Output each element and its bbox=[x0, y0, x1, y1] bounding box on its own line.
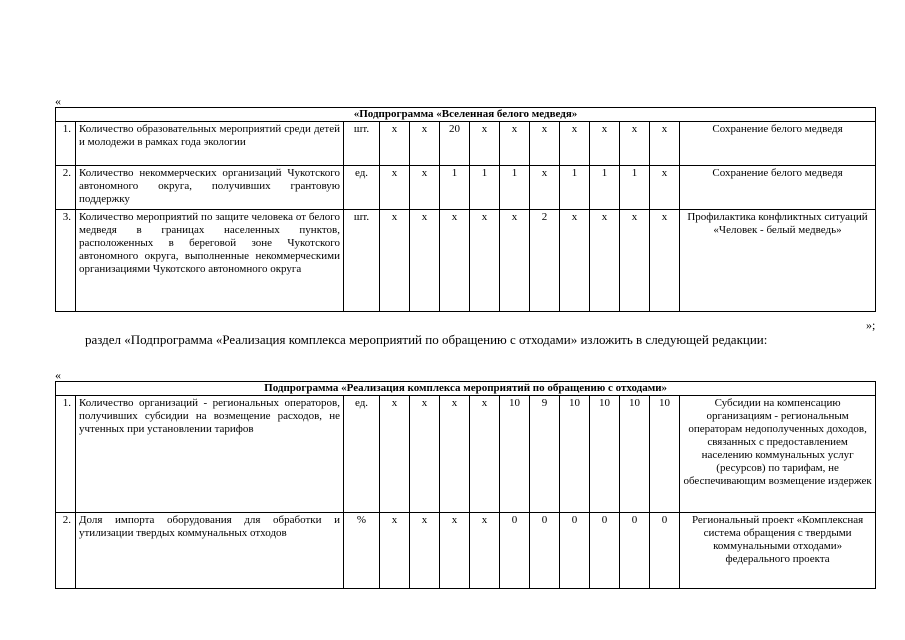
subprogram-polar-bear-table bbox=[55, 107, 876, 312]
value-cell: x bbox=[620, 210, 650, 312]
value-cell: 1 bbox=[620, 166, 650, 210]
value-cell: x bbox=[590, 122, 620, 166]
row-number: 3. bbox=[56, 210, 76, 312]
value-cell: 1 bbox=[590, 166, 620, 210]
value-cell: 10 bbox=[590, 396, 620, 513]
row-number: 1. bbox=[56, 396, 76, 513]
value-cell: x bbox=[470, 122, 500, 166]
indicator-name: Количество организаций - региональных операторов, получивших субсидии на возмещение расходов, не учтенных при установлении тарифов bbox=[76, 396, 344, 513]
value-cell: x bbox=[410, 396, 440, 513]
value-cell: x bbox=[380, 513, 410, 589]
unit-cell: ед. bbox=[344, 166, 380, 210]
indicator-name: Количество образовательных мероприятий среди детей и молодежи в рамках года экологии bbox=[76, 122, 344, 166]
value-cell: 10 bbox=[620, 396, 650, 513]
note-cell: Сохранение белого медведя bbox=[680, 166, 876, 210]
value-cell: 0 bbox=[620, 513, 650, 589]
value-cell: x bbox=[380, 396, 410, 513]
value-cell: 0 bbox=[650, 513, 680, 589]
value-cell: x bbox=[410, 210, 440, 312]
table-row bbox=[56, 166, 876, 210]
value-cell: x bbox=[470, 513, 500, 589]
value-cell: 10 bbox=[650, 396, 680, 513]
value-cell: x bbox=[440, 210, 470, 312]
unit-cell: шт. bbox=[344, 210, 380, 312]
opening-quote: « bbox=[55, 94, 61, 108]
value-cell: x bbox=[530, 166, 560, 210]
table-row bbox=[56, 513, 876, 589]
row-number: 2. bbox=[56, 166, 76, 210]
closing-quote: »; bbox=[866, 318, 876, 332]
paragraph-text: раздел «Подпрограмма «Реализация комплекса мероприятий по обращению с отходами» изложить в следующей редакции: bbox=[85, 332, 768, 347]
value-cell: x bbox=[440, 513, 470, 589]
value-cell: 10 bbox=[560, 396, 590, 513]
note-cell: Сохранение белого медведя bbox=[680, 122, 876, 166]
subprogram-waste-table bbox=[55, 381, 876, 589]
value-cell: x bbox=[380, 166, 410, 210]
value-cell: x bbox=[500, 210, 530, 312]
indicator-name: Доля импорта оборудования для обработки и утилизации твердых коммунальных отходов bbox=[76, 513, 344, 589]
value-cell: x bbox=[470, 396, 500, 513]
row-number: 1. bbox=[56, 122, 76, 166]
value-cell: 0 bbox=[590, 513, 620, 589]
unit-cell: % bbox=[344, 513, 380, 589]
value-cell: x bbox=[560, 122, 590, 166]
indicator-name: Количество мероприятий по защите человека от белого медведя в границах населенных пунктов, расположенных в береговой зоне Чукотского автономного округа, выполненные некоммерческими организациями Чукотского автономного округа bbox=[76, 210, 344, 312]
value-cell: 10 bbox=[500, 396, 530, 513]
value-cell: x bbox=[560, 210, 590, 312]
value-cell: x bbox=[620, 122, 650, 166]
opening-quote: « bbox=[55, 368, 61, 382]
value-cell: 1 bbox=[440, 166, 470, 210]
note-cell: Региональный проект «Комплексная система обращения с твердыми коммунальными отходами» федерального проекта bbox=[680, 513, 876, 589]
value-cell: 1 bbox=[560, 166, 590, 210]
value-cell: x bbox=[650, 166, 680, 210]
table-row bbox=[56, 210, 876, 312]
value-cell: x bbox=[650, 210, 680, 312]
indicator-name: Количество некоммерческих организаций Чукотского автономного округа, получивших грантовую поддержку bbox=[76, 166, 344, 210]
unit-cell: шт. bbox=[344, 122, 380, 166]
value-cell: x bbox=[410, 513, 440, 589]
table-header: Подпрограмма «Реализация комплекса мероприятий по обращению с отходами» bbox=[56, 382, 876, 396]
row-number: 2. bbox=[56, 513, 76, 589]
value-cell: 20 bbox=[440, 122, 470, 166]
value-cell: x bbox=[380, 210, 410, 312]
value-cell: 0 bbox=[530, 513, 560, 589]
value-cell: x bbox=[380, 122, 410, 166]
value-cell: 1 bbox=[470, 166, 500, 210]
value-cell: 0 bbox=[500, 513, 530, 589]
value-cell: 0 bbox=[560, 513, 590, 589]
value-cell: x bbox=[470, 210, 500, 312]
table-row bbox=[56, 122, 876, 166]
table-header: «Подпрограмма «Вселенная белого медведя» bbox=[56, 108, 876, 122]
value-cell: x bbox=[410, 166, 440, 210]
value-cell: x bbox=[440, 396, 470, 513]
value-cell: 2 bbox=[530, 210, 560, 312]
note-cell: Субсидии на компенсацию организациям - региональным операторам недополученных доходов, связанных с предоставлением населению коммунальных услуг (ресурсов) по тарифам, не обеспечивающим возмещение издержек bbox=[680, 396, 876, 513]
value-cell: x bbox=[410, 122, 440, 166]
note-cell: Профилактика конфликтных ситуаций «Человек - белый медведь» bbox=[680, 210, 876, 312]
table-row bbox=[56, 396, 876, 513]
value-cell: 1 bbox=[500, 166, 530, 210]
value-cell: x bbox=[500, 122, 530, 166]
value-cell: x bbox=[590, 210, 620, 312]
section-instruction-paragraph bbox=[55, 331, 875, 348]
value-cell: x bbox=[530, 122, 560, 166]
unit-cell: ед. bbox=[344, 396, 380, 513]
value-cell: 9 bbox=[530, 396, 560, 513]
value-cell: x bbox=[650, 122, 680, 166]
